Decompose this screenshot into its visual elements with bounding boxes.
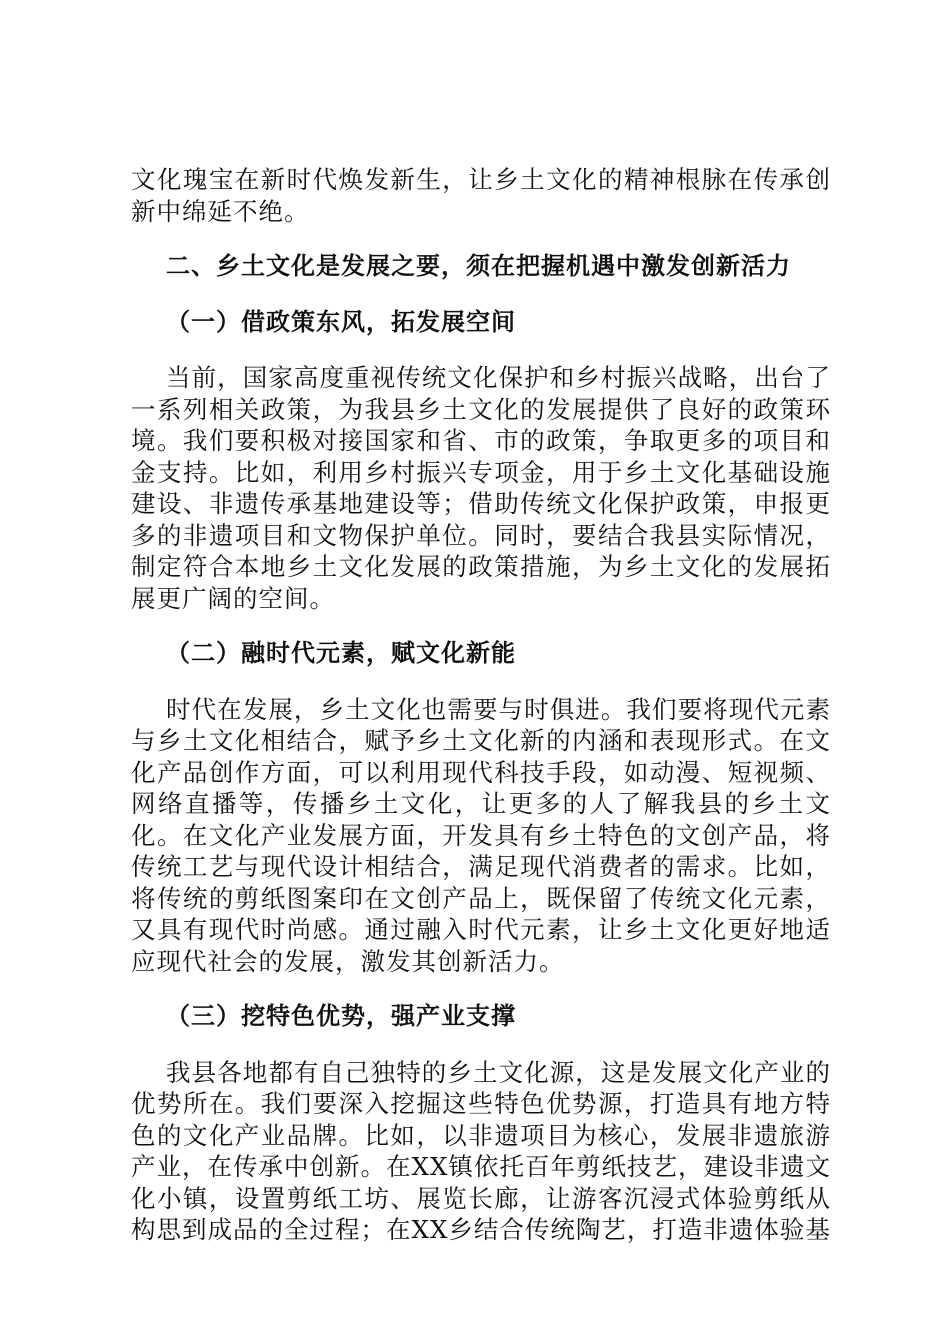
paragraph-policy: 当前，国家高度重视传统文化保护和乡村振兴战略，出台了一系列相关政策，为我县乡土文化的发展提供了良好的政策环境。我们要积极对接国家和省、市的政策，争取更多的项目和金支持。比如，利用乡村振兴专项金，用于乡土文化基础设施建设、非遗传承基地建设等；借助传统文化保护政策，申报更多的非遗项目和文物保护单位。同时，要结合我县实际情况，制定符合本地乡土文化发展的政策措施，为乡土文化的发展拓展更广阔的空间。 (131, 363, 831, 613)
document-body (131, 164, 831, 1246)
subsection-heading-1: （一）借政策东风，拓发展空间 (166, 307, 516, 336)
paragraph-industry: 我县各地都有自己独特的乡土文化源，这是发展文化产业的优势所在。我们要深入挖掘这些特色优势源，打造具有地方特色的文化产业品牌。比如，以非遗项目为核心，发展非遗旅游产业，在传承中创新。在XX镇依托百年剪纸技艺，建设非遗文化小镇，设置剪纸工坊、展览长廊，让游客沉浸式体验剪纸从构思到成品的全过程；在XX乡结合传统陶艺，打造非遗体验基 (131, 1057, 831, 1244)
paragraph-continuation: 文化瑰宝在新时代焕发新生，让乡土文化的精神根脉在传承创新中绵延不绝。 (131, 165, 831, 226)
subsection-heading-2: （二）融时代元素，赋文化新能 (166, 639, 516, 667)
paragraph-modern-elements: 时代在发展，乡土文化也需要与时俱进。我们要将现代元素与乡土文化相结合，赋予乡土文化新的内涵和表现形式。在文化产品创作方面，可以利用现代科技手段，如动漫、短视频、网络直播等，传播乡土文化，让更多的人了解我县的乡土文化。在文化产业发展方面，开发具有乡土特色的文创产品，将传统工艺与现代设计相结合，满足现代消费者的需求。比如，将传统的剪纸图案印在文创产品上，既保留了传统文化元素，又具有现代时尚感。通过融入时代元素，让乡土文化更好地适应现代社会的发展，激发其创新活力。 (131, 694, 831, 976)
section-heading-2: 二、乡土文化是发展之要，须在把握机遇中激发创新活力 (166, 252, 791, 280)
subsection-heading-3: （三）挖特色优势，强产业支撑 (166, 1002, 516, 1030)
